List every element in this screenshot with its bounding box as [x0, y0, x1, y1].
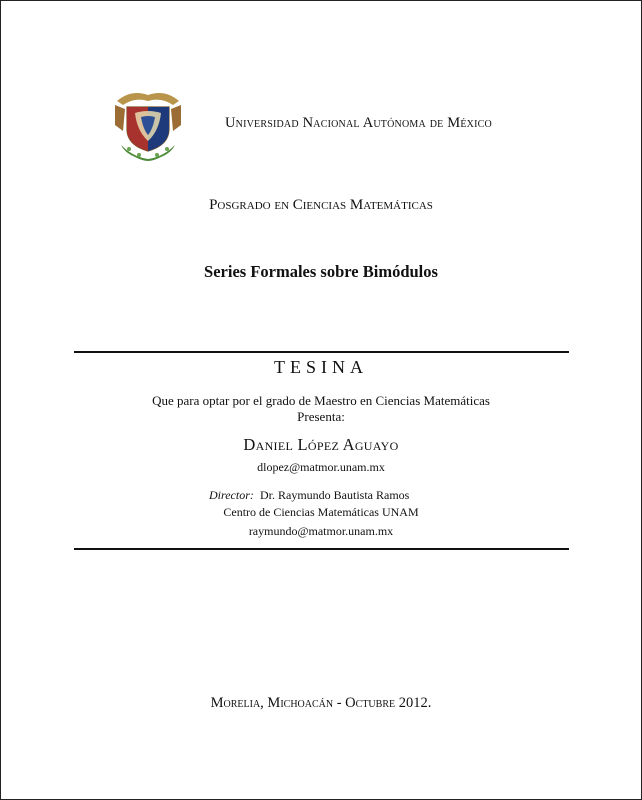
document-kind: TESINA: [274, 357, 368, 377]
program-name: Posgrado en Ciencias Matemáticas: [209, 197, 433, 213]
director-label: Director:: [209, 488, 254, 502]
unam-seal-icon: [113, 87, 183, 163]
director-email: raymundo@matmor.unam.mx: [248, 524, 394, 538]
director-row: [209, 488, 409, 503]
director-name: Dr. Raymundo Bautista Ramos: [260, 488, 410, 502]
director-affiliation: Centro de Ciencias Matemáticas UNAM: [223, 505, 419, 519]
author-name: Daniel López Aguayo: [243, 435, 399, 454]
university-name: Universidad Nacional Autónoma de México: [225, 115, 492, 131]
degree-purpose: Que para optar por el grado de Maestro en Ciencias Matemáticas: [152, 393, 490, 408]
thesis-title: Series Formales sobre Bimódulos: [204, 262, 438, 281]
presenta-label: Presenta:: [297, 409, 345, 424]
author-email: dlopez@matmor.unam.mx: [257, 460, 385, 474]
place-date: Morelia, Michoacán - Octubre 2012.: [210, 695, 432, 711]
bottom-divider: [74, 548, 569, 550]
top-divider: [74, 351, 569, 353]
